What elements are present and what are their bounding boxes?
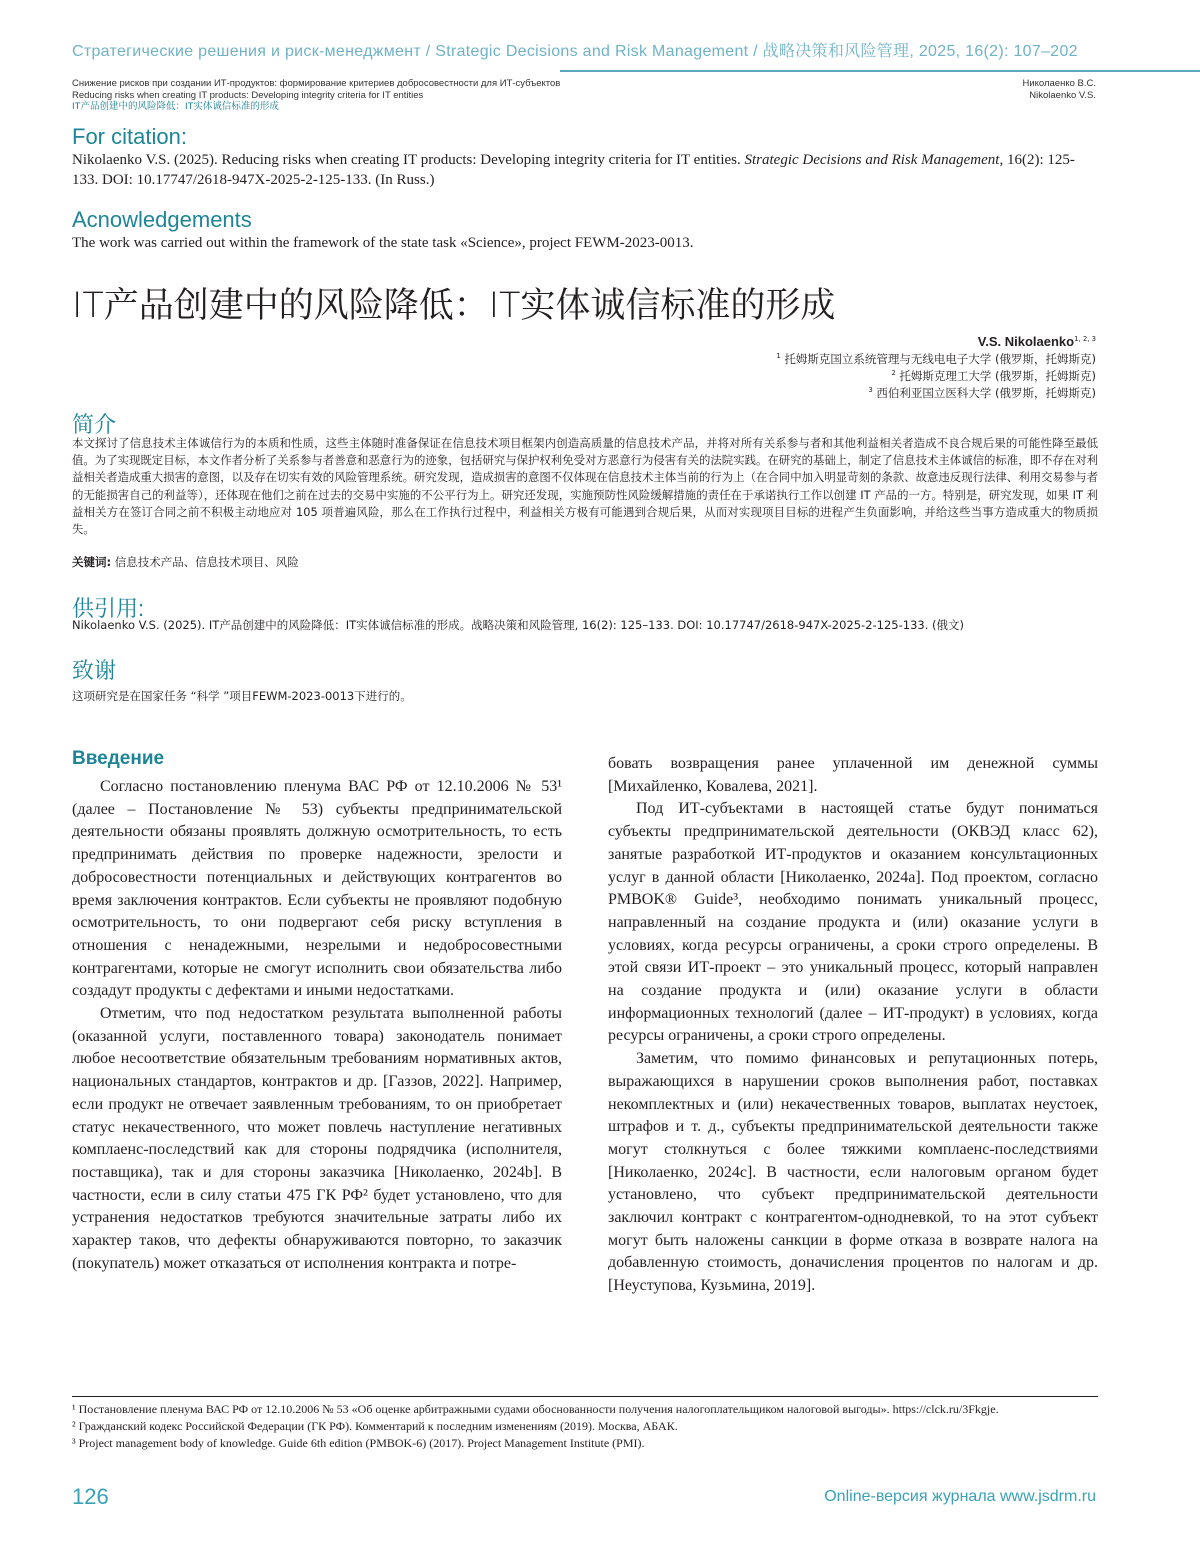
affiliation-2: 托姆斯克理工大学 (俄罗斯，托姆斯克) [899,369,1096,383]
footnote-3: ³ Project management body of knowledge. Guide 6th edition (PMBOK-6) (2017). Project Management Institute (PMI). [72,1436,645,1450]
citation-journal: Strategic Decisions and Risk Management, [744,152,1004,168]
footnote-rule [72,1396,1098,1397]
running-title-cn: IT产品创建中的风险降低：IT实体诚信标准的形成 [72,101,279,112]
keywords-label: 关键词: [72,555,112,569]
footnotes [72,1401,1098,1452]
citation-text [72,150,1098,190]
intro-paragraph-3: бовать возвращения ранее уплаченной им денежной суммы [Михайленко, Ковалева, 2021]. [608,755,1098,795]
author-name: V.S. Nikolaenko [977,334,1075,349]
header-rule [560,70,1200,72]
abstract-text: 本文探讨了信息技术主体诚信行为的本质和性质，这些主体随时准备保证在信息技术项目框架内创造高质量的信息技术产品，并将对所有关系参与者和其他利益相关者造成不良合规后果的可能性降至最低值。为了实现既定目标，本文作者分析了关系参与者善意和恶意行为的迹象，包括研究与保护权利免受对方恶意行为侵害有关的法院实践。在研究的基础上，制定了信息技术主体诚信的标准，即不存在对利益相关者造成重大损害的意图，以及存在切实有效的风险管理系统。研究发现，造成损害的意图不仅体现在信息技术主体当前的行为上（在合同中加入明显苛刻的条款、故意违反现行法律、利用交易参与者的无能损害自己的利益等），还体现在他们之前在过去的交易中实施的不公平行为上。研究还发现，实施预防性风险缓解措施的责任在于承诺执行工作以创建 IT 产品的一方。特别是，研究发现，如果 IT 利益相关方在签订合同之前不积极主动地应对 105 项普遍风险，那么在工作执行过程中，利益相关方极有可能遇到合规后果，从而对实现项目目标的进程产生负面影响，并给这些当事方造成重大的物质损失。 [72,436,1098,537]
column-left [72,776,562,1275]
intro-paragraph-1: Согласно постановлению пленума ВАС РФ от 12.10.2006 № 53¹ (далее – Постановление № 53) субъекты предпринимательской деятельности обязаны проявлять должную осмотрительность, то есть предпринимать действия по проверке надежности, зрелости и добросовестности потенциальных и действующих контрагентов во время заключения контрактов. Если субъекты не проявляют подобную осмотрительность, то они подвергают себя риску вступления в отношения с ненадежными, незрелыми и недобросовестными контрагентами, которые не смогут исполнить свои обязательства либо создадут продукты с дефектами и иными недостатками. [72,778,562,1000]
citation-text-b: 16(2): 125-133. DOI: 10.17747/2618-947X-2025-2-125-133. (In Russ.) [72,152,1075,188]
page-number: 126 [72,1484,109,1509]
intro-paragraph-4: Под ИТ-субъектами в настоящей статье будут пониматься субъекты предпринимательской деятельности (ОКВЭД класс 62), занятые разработкой ИТ-продуктов и оказанием консультационных услуг в данной области [Николаенко, 2024a]. Под проектом, согласно PMBOK® Guide³, необходимо понимать уникальный процесс, направленный на создание продукта и (или) оказание услуги в условиях, когда ресурсы ограничены, а сроки строго определены. В этой связи ИТ-проект – это уникальный процесс, который направлен на создание продукта и (или) оказание услуги в области информационных технологий (далее – ИТ-продукт) в условиях, когда ресурсы ограничены, а сроки строго определены. [608,800,1098,1045]
footnote-2: ² Гражданский кодекс Российской Федерации (ГК РФ). Комментарий к последним изменениям (2019). Москва, АБАК. [72,1419,678,1433]
citation-heading: For citation: [72,124,187,149]
keywords-value: 信息技术产品、信息技术项目、风险 [111,555,299,569]
article-title-cn: IT产品创建中的风险降低：IT实体诚信标准的形成 [72,286,836,326]
online-version-link[interactable]: Online-версия журнала www.jsdrm.ru [824,1488,1096,1505]
affiliation-1-sup: 1 [776,352,781,361]
affiliation-3-sup: 3 [868,386,873,395]
introduction-heading: Введение [72,748,165,769]
acknowledgements-cn-heading: 致谢 [72,658,117,683]
author-name-sup: 1, 2, 3 [1074,335,1096,344]
citation-cn-heading: 供引用: [72,596,145,621]
running-author [1022,78,1096,101]
running-title [72,78,772,113]
affiliation-3: 西伯利亚国立医科大学 (俄罗斯，托姆斯克) [876,386,1096,400]
affiliation-1: 托姆斯克国立系统管理与无线电电子大学 (俄罗斯，托姆斯克) [784,352,1096,366]
keywords [72,554,299,570]
footnote-1: ¹ Постановление пленума ВАС РФ от 12.10.2006 № 53 «Об оценке арбитражными судами обоснованности получения налогоплательщиком налоговой выгоды». https://clck.ru/3Fkgje. [72,1402,999,1416]
citation-cn-text: Nikolaenko V.S. (2025). IT产品创建中的风险降低：IT实体诚信标准的形成。战略决策和风险管理, 16(2): 125–133. DOI: 10.17747/2618-947X-2025-2-125-133. (俄文) [72,618,964,632]
running-author-en: Nikolaenko V.S. [1029,89,1096,101]
acknowledgements-heading: Acnowledgements [72,207,252,232]
running-title-en: Reducing risks when creating IT products: Developing integrity criteria for IT entities [72,89,424,101]
author-block [776,333,1096,402]
intro-paragraph-2: Отметим, что под недостатком результата выполненной работы (оказанной услуги, поставленного товара) законодатель понимает любое несоответствие обязательным требованиям нормативных актов, национальных стандартов, контрактов и др. [Газзов, 2022]. Например, если продукт не отвечает заявленным требованиям, то он приобретает статус некачественного, что может повлечь наступление негативных комплаенс-последствий как для стороны подрядчика (исполнителя, поставщика), так и для стороны заказчика [Николаенко, 2024b]. В частности, если в силу статьи 475 ГК РФ² будет установлено, что для устранения недостатков требуются значительные затраты либо их характер таков, что дефекты обнаруживаются повторно, то заказчик (покупатель) может отказаться от исполнения контракта и потре- [72,1005,562,1272]
acknowledgements-cn-text: 这项研究是在国家任务 “科学 ”项目FEWM-2023-0013下进行的。 [72,689,412,703]
acknowledgements-text: The work was carried out within the framework of the state task «Science», project FEWM-2023-0013. [72,235,694,251]
column-right [608,753,1098,1298]
affiliation-2-sup: 2 [891,369,896,378]
journal-header: Стратегические решения и риск-менеджмент / Strategic Decisions and Risk Management / 战略决策和风险管理, 2025, 16(2): 107–202 [72,43,1078,60]
citation-text-a: Nikolaenko V.S. (2025). Reducing risks when creating IT products: Developing integrity criteria for IT entities. [72,152,745,168]
running-author-ru: Николаенко В.С. [1022,78,1096,89]
running-title-ru: Снижение рисков при создании ИТ-продуктов: формирование критериев добросовестности для ИТ-субъектов [72,78,561,89]
intro-paragraph-5: Заметим, что помимо финансовых и репутационных потерь, выражающихся в нарушении сроков выполнения работ, поставках некомплектных и (или) некачественных товаров, выплатах неустоек, штрафов и т. д., субъекты предпринимательской деятельности также могут столкнуться с более тяжкими комплаенс-последствиями [Николаенко, 2024c]. В частности, если налоговым органом будет установлено, что субъект предпринимательской деятельности заключил контракт с контрагентом-однодневкой, то на этот субъект могут быть наложены санкции в форме отказа в возврате налога на добавленную стоимость, доначисления процентов по налогам и др. [Неуступова, Кузьмина, 2019]. [608,1050,1098,1295]
abstract-heading: 简介 [72,412,117,437]
